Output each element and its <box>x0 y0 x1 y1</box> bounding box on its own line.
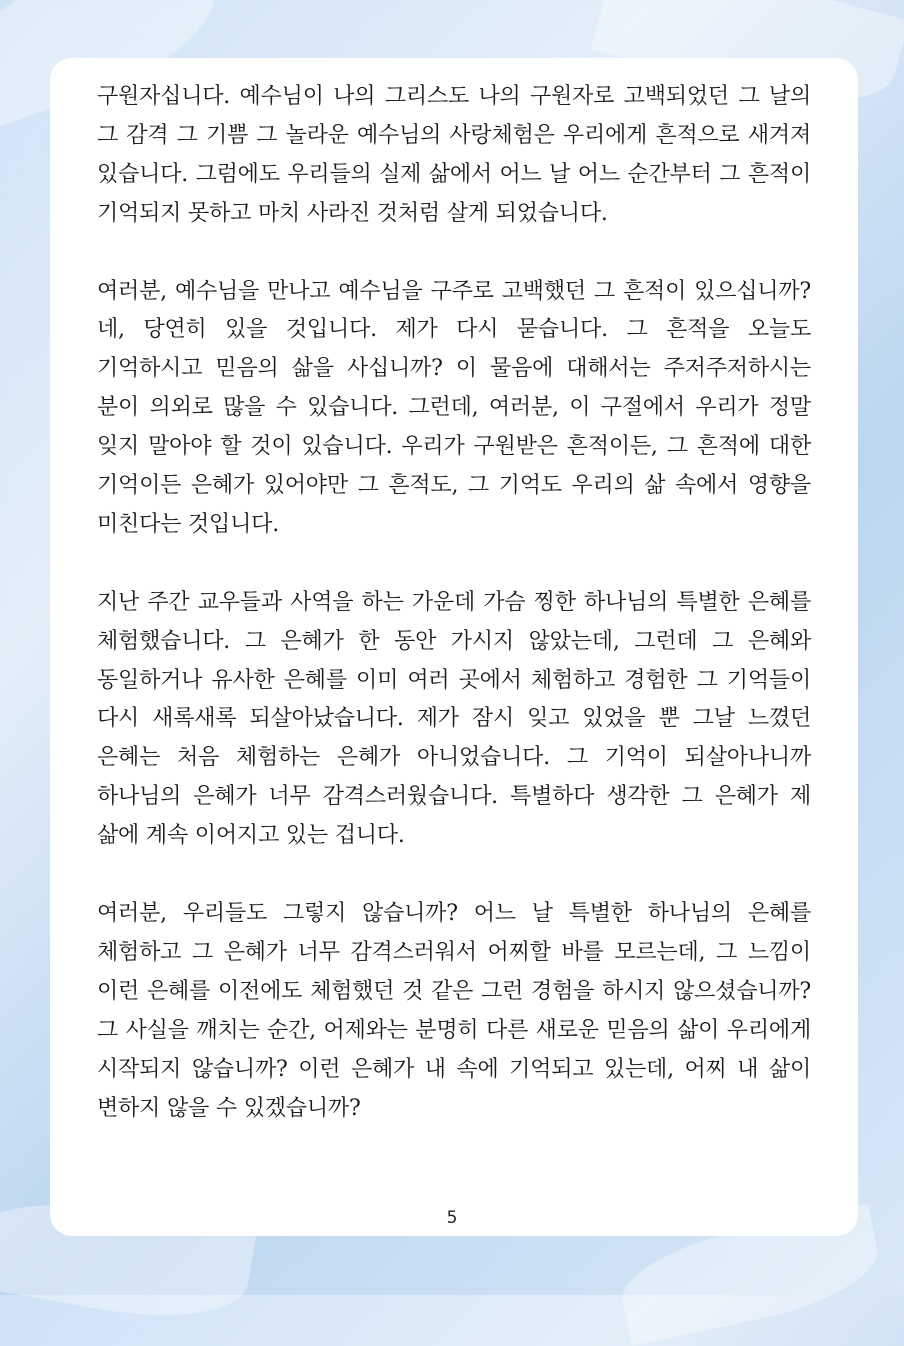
paragraph: 지난 주간 교우들과 사역을 하는 가운데 가슴 찡한 하나님의 특별한 은혜를 체험했습니다. 그 은혜가 한 동안 가시지 않았는데, 그런데 그 은혜와 동일하거나 유사한 은혜를 이미 여러 곳에서 체험하고 경험한 그 기억들이 다시 새록새록 되살아났습니다. 제가 잠시 잊고 있었을 뿐 그날 느꼈던 은혜는 처음 체험하는 은혜가 아니었습니다. 그 기억이 되살아나니까 하나님의 은혜가 너무 감격스러웠습니다. 특별하다 생각한 그 은혜가 제 삶에 계속 이어지고 있는 겁니다. <box>97 589 811 849</box>
paragraph: 여러분, 우리들도 그렇지 않습니까? 어느 날 특별한 하나님의 은혜를 체험하고 그 은혜가 너무 감격스러워서 어찌할 바를 모르는데, 그 느낌이 이런 은혜를 이전에도 체험했던 것 같은 그런 경험을 하시지 않으셨습니까? 그 사실을 깨치는 순간, 어제와는 분명히 다른 새로운 믿음의 삶이 우리에게 시작되지 않습니까? 이런 은혜가 내 속에 기억되고 있는데, 어찌 내 삶이 변하지 않을 수 있겠습니까? <box>97 900 811 1121</box>
paragraph: 여러분, 예수님을 만나고 예수님을 구주로 고백했던 그 흔적이 있으십니까? 네, 당연히 있을 것입니다. 제가 다시 묻습니다. 그 흔적을 오늘도 기억하시고 믿음의 삶을 사십니까? 이 물음에 대해서는 주저주저하시는 분이 의외로 많을 수 있습니다. 그런데, 여러분, 이 구절에서 우리가 정말 잊지 말아야 할 것이 있습니다. 우리가 구원받은 흔적이든, 그 흔적에 대한 기억이든 은혜가 있어야만 그 흔적도, 그 기억도 우리의 삶 속에서 영향을 미친다는 것입니다. <box>97 278 811 537</box>
page-number: 5 <box>446 1208 458 1228</box>
paragraph: 구원자십니다. 예수님이 나의 그리스도 나의 구원자로 고백되었던 그 날의 그 감격 그 기쁨 그 놀라운 예수님의 사랑체험은 우리에게 흔적으로 새겨져 있습니다. 그럼에도 우리들의 실제 삶에서 어느 날 어느 순간부터 그 흔적이 기억되지 못하고 마치 사라진 것처럼 살게 되었습니다. <box>97 84 811 226</box>
body-text <box>97 78 811 1128</box>
